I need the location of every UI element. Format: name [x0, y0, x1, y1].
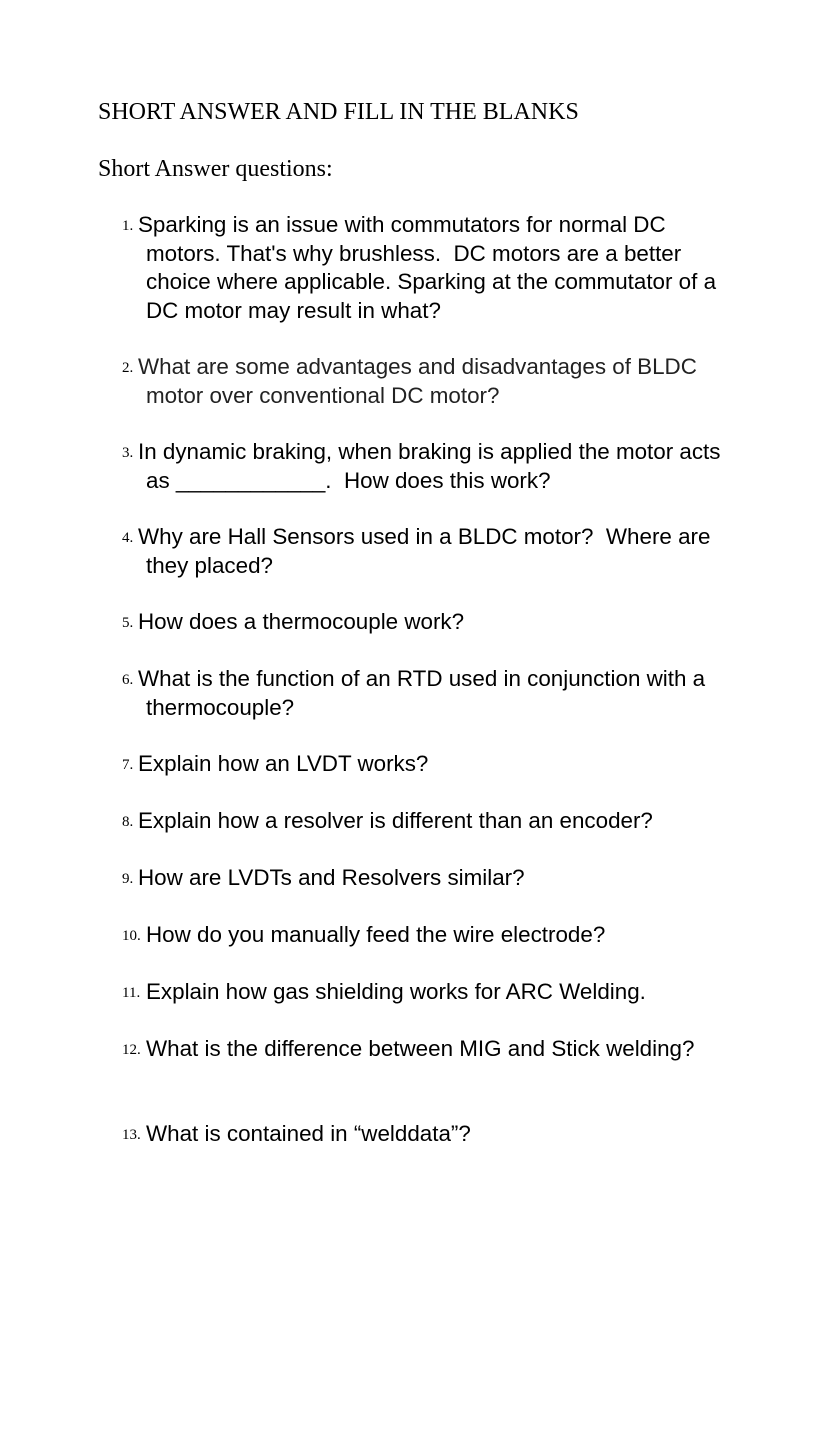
- question-item-8: [122, 807, 742, 836]
- question-number: 3.: [122, 445, 134, 461]
- question-text: What is contained in “welddata”?: [146, 1121, 471, 1146]
- question-number: 13.: [122, 1127, 141, 1143]
- question-item-7: [122, 750, 742, 779]
- question-item-12: [122, 1035, 742, 1064]
- question-number: 9.: [122, 871, 134, 887]
- question-item-9: [122, 864, 742, 893]
- question-number: 12.: [122, 1042, 141, 1058]
- question-text: How does a thermocouple work?: [138, 609, 465, 634]
- question-number: 7.: [122, 757, 134, 773]
- question-text: What is the difference between MIG and Stick welding?: [146, 1036, 695, 1061]
- question-item-3: [122, 438, 742, 495]
- question-number: 5.: [122, 615, 134, 631]
- question-item-6: [122, 665, 742, 722]
- question-text: Sparking is an issue with commutators for normal DC motors. That's why brushless. DC motors are a better choice where applicable. Sparking at the commutator of a DC motor may result in what?: [138, 212, 723, 323]
- question-text: How do you manually feed the wire electrode?: [146, 922, 606, 947]
- question-number: 1.: [122, 218, 134, 234]
- question-text: Explain how gas shielding works for ARC Welding.: [146, 979, 646, 1004]
- question-item-10: [122, 921, 742, 950]
- question-number: 10.: [122, 928, 141, 944]
- section-heading: Short Answer questions:: [98, 156, 333, 182]
- question-item-2: [122, 353, 742, 410]
- question-text: What are some advantages and disadvantages of BLDC motor over conventional DC motor?: [138, 354, 704, 408]
- question-item-1: [122, 211, 742, 325]
- question-number: 6.: [122, 672, 134, 688]
- question-item-5: [122, 608, 742, 637]
- question-number: 8.: [122, 814, 134, 830]
- page-title: SHORT ANSWER AND FILL IN THE BLANKS: [98, 99, 579, 125]
- question-text: How are LVDTs and Resolvers similar?: [138, 865, 525, 890]
- question-text: Explain how a resolver is different than an encoder?: [138, 808, 653, 833]
- question-text: In dynamic braking, when braking is applied the motor acts as ____________. How does this work?: [138, 439, 727, 493]
- question-item-4: [122, 523, 742, 580]
- question-number: 4.: [122, 530, 134, 546]
- question-text: What is the function of an RTD used in conjunction with a thermocouple?: [138, 666, 712, 720]
- question-item-13: [122, 1120, 742, 1149]
- question-text: Explain how an LVDT works?: [138, 751, 429, 776]
- question-number: 11.: [122, 985, 141, 1001]
- question-item-11: [122, 978, 742, 1007]
- question-text: Why are Hall Sensors used in a BLDC motor? Where are they placed?: [138, 524, 717, 578]
- question-number: 2.: [122, 360, 134, 376]
